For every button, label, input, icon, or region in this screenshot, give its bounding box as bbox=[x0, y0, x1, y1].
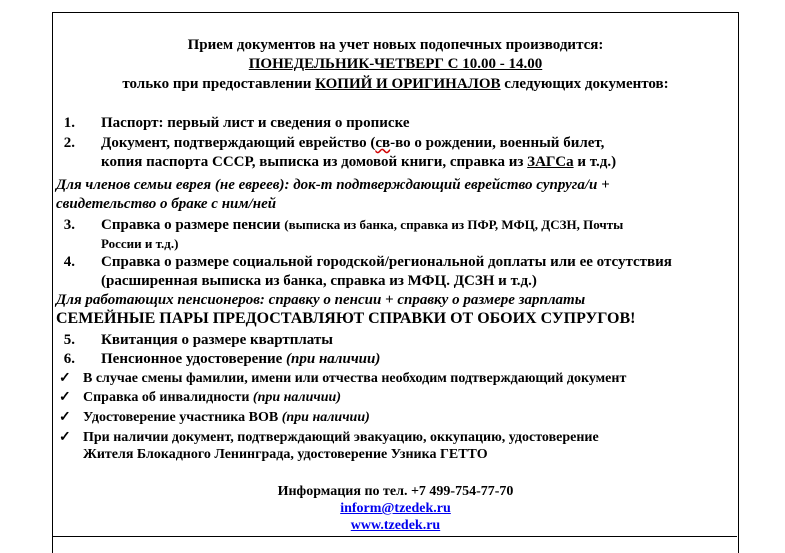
bottom-rule bbox=[52, 536, 737, 537]
couples-note: СЕМЕЙНЫЕ ПАРЫ ПРЕДОСТАВЛЯЮТ СПРАВКИ ОТ ОБОИХ СУПРУГОВ! bbox=[56, 310, 636, 327]
family-note: Для членов семьи еврея (не евреев): док-т подтверждающий еврейство супруга/и + bbox=[56, 177, 610, 193]
email-link[interactable]: inform@tzedek.ru bbox=[340, 501, 451, 516]
checkmark-icon: ✓ bbox=[59, 410, 71, 425]
list-item-continuation: копия паспорта СССР, выписка из домовой книги, справка из ЗАГСа и т.д.) bbox=[101, 154, 617, 170]
contact-phone: Информация по тел. +7 499-754-77-70 bbox=[277, 484, 514, 499]
website-link[interactable]: www.tzedek.ru bbox=[350, 518, 441, 533]
checkmark-icon: ✓ bbox=[59, 390, 71, 405]
list-item-continuation: России и т.д.) bbox=[101, 236, 179, 251]
schedule-text: ПОНЕДЕЛЬНИК-ЧЕТВЕРГ С 10.00 - 14.00 bbox=[248, 56, 543, 72]
list-item-continuation: (расширенная выписка из банка, справка из МФЦ. ДСЗН и т.д.) bbox=[101, 273, 537, 289]
checklist-item-continuation: Жителя Блокадного Ленинграда, удостоверение Узника ГЕТТО bbox=[83, 447, 488, 462]
checkmark-icon: ✓ bbox=[59, 430, 71, 445]
family-note-continuation: свидетельство о браке с ним/ней bbox=[56, 196, 277, 212]
workers-note: Для работающих пенсионеров: справку о пенсии + справку о размере зарплаты bbox=[56, 292, 586, 308]
header-intro: Прием документов на учет новых подопечных производится: bbox=[187, 37, 604, 53]
copies-originals-emphasis: КОПИЙ И ОРИГИНАЛОВ bbox=[315, 76, 501, 92]
header-requirements: только при предоставлении КОПИЙ И ОРИГИНАЛОВ следующих документов: bbox=[122, 76, 669, 92]
checkmark-icon: ✓ bbox=[59, 371, 71, 386]
